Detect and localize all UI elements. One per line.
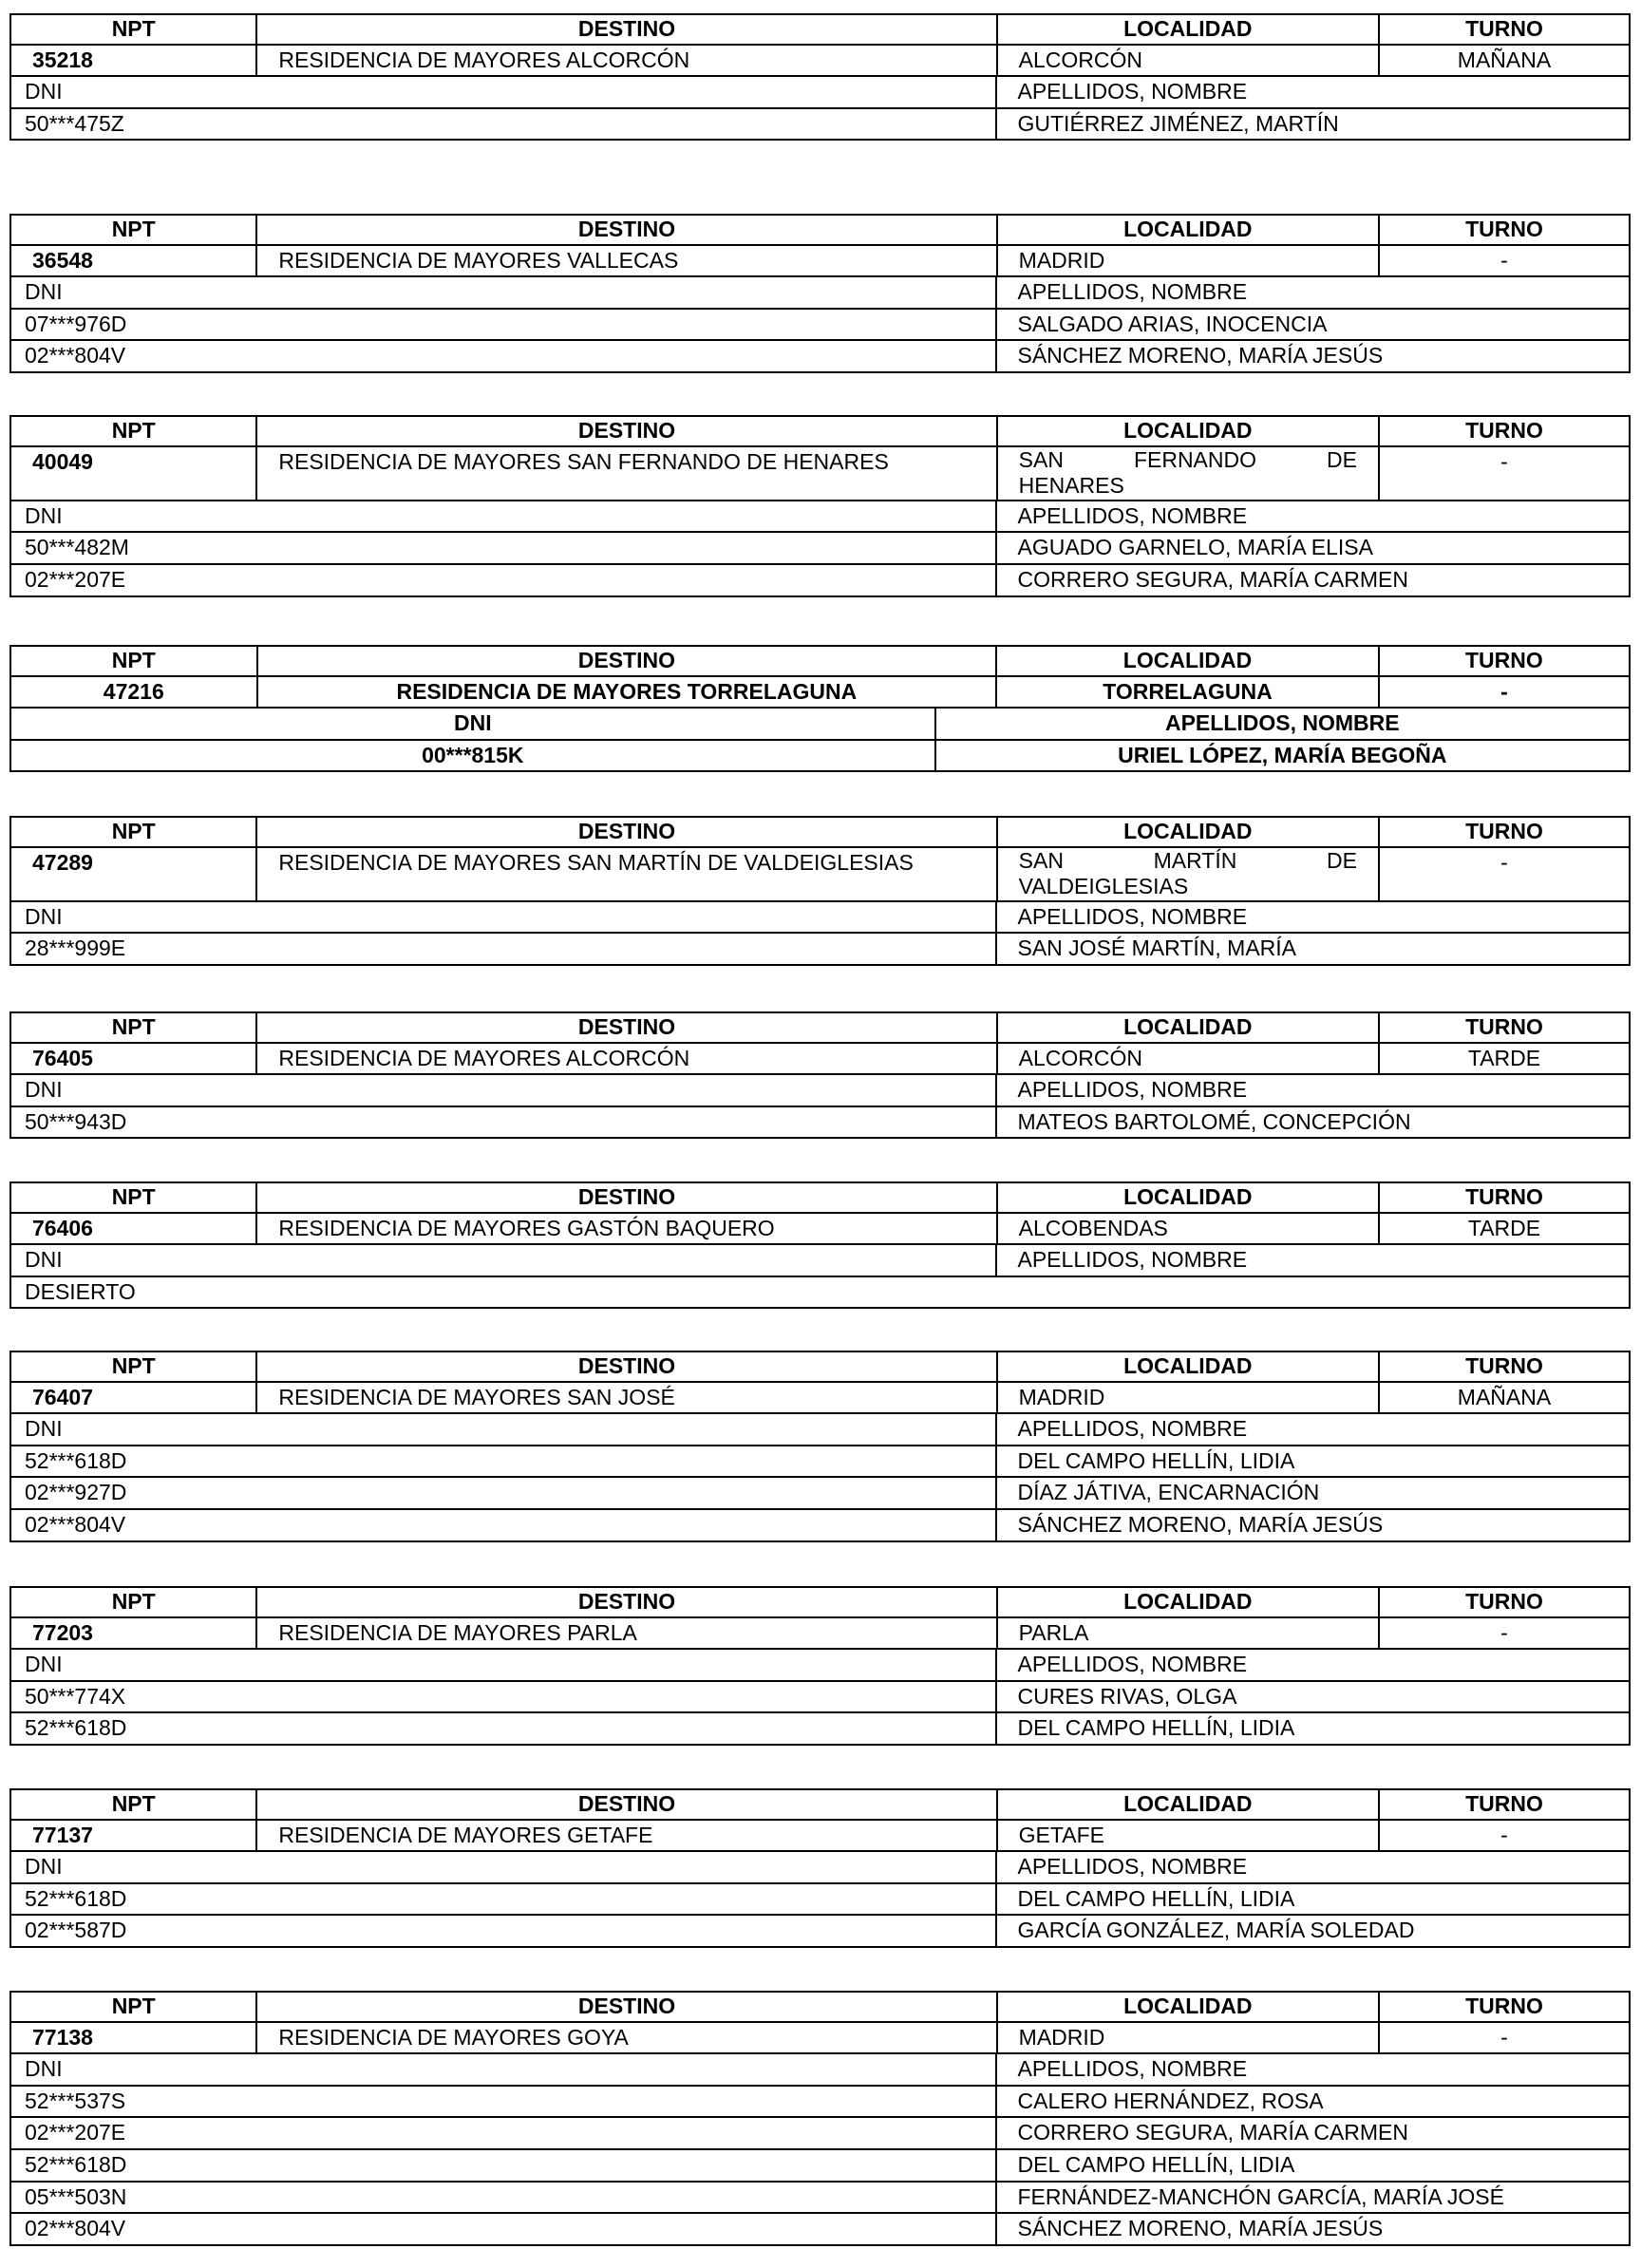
turno-value: - [1379, 446, 1630, 501]
npt-value: 77203 [10, 1617, 256, 1650]
assignment-block-35218 [9, 13, 1631, 141]
npt-header: NPT [10, 1789, 256, 1820]
nombre-value: GUTIÉRREZ JIMÉNEZ, MARTÍN [996, 108, 1631, 141]
assignment-block-76406 [9, 1181, 1631, 1309]
npt-value: 47216 [10, 676, 257, 709]
info-row [10, 45, 1630, 77]
person-row [10, 1106, 1630, 1139]
header-row [10, 646, 1630, 676]
apellidos-header: APELLIDOS, NOMBRE [996, 1244, 1631, 1276]
assignment-block-77203 [9, 1586, 1631, 1746]
npt-value: 77137 [10, 1820, 256, 1852]
localidad-header: LOCALIDAD [997, 215, 1379, 245]
nombre-value: DEL CAMPO HELLÍN, LIDIA [996, 1712, 1631, 1745]
turno-value: - [1379, 847, 1630, 901]
header-row [10, 817, 1630, 847]
turno-header: TURNO [1379, 817, 1630, 847]
destino-header: DESTINO [256, 14, 996, 45]
destino-value: RESIDENCIA DE MAYORES GETAFE [256, 1820, 996, 1852]
people-header-row [10, 76, 1630, 108]
destino-value: RESIDENCIA DE MAYORES PARLA [256, 1617, 996, 1650]
destino-header: DESTINO [256, 1789, 996, 1820]
turno-header: TURNO [1379, 646, 1630, 676]
localidad-line2: HENARES [1018, 473, 1124, 499]
destino-value: RESIDENCIA DE MAYORES SAN MARTÍN DE VALDEIGLESIAS [256, 847, 996, 901]
people-header-row [10, 1244, 1630, 1276]
destino-value: RESIDENCIA DE MAYORES GOYA [256, 2022, 996, 2054]
localidad-line1: SAN FERNANDO DE [1018, 446, 1357, 472]
assignment-block-36548 [9, 214, 1631, 373]
info-row [10, 1382, 1630, 1414]
npt-header: NPT [10, 215, 256, 245]
turno-header: TURNO [1379, 1789, 1630, 1820]
person-row [10, 1883, 1630, 1916]
nombre-value: URIEL LÓPEZ, MARÍA BEGOÑA [935, 740, 1630, 772]
person-row [10, 532, 1630, 564]
nombre-value: GARCÍA GONZÁLEZ, MARÍA SOLEDAD [996, 1915, 1631, 1947]
person-row [10, 1712, 1630, 1745]
npt-value: 76406 [10, 1213, 256, 1245]
assignment-table [9, 1788, 1631, 1948]
destino-value: RESIDENCIA DE MAYORES ALCORCÓN [256, 1043, 996, 1075]
header-row [10, 1789, 1630, 1820]
info-row [10, 676, 1630, 709]
assignment-table [9, 816, 1631, 966]
nombre-value: DÍAZ JÁTIVA, ENCARNACIÓN [996, 1477, 1631, 1509]
destino-value: RESIDENCIA DE MAYORES SAN JOSÉ [256, 1382, 996, 1414]
assignment-block-47216 [9, 645, 1631, 772]
people-header-row [10, 2053, 1630, 2086]
npt-value: 35218 [10, 45, 256, 77]
header-row [10, 416, 1630, 446]
localidad-header: LOCALIDAD [997, 1182, 1379, 1213]
header-row [10, 1587, 1630, 1617]
localidad-value: ALCOBENDAS [997, 1213, 1379, 1245]
turno-value: - [1379, 1617, 1630, 1650]
destino-value: RESIDENCIA DE MAYORES TORRELAGUNA [257, 676, 997, 709]
destino-header: DESTINO [256, 817, 996, 847]
dni-value: 02***587D [10, 1915, 996, 1947]
assignment-table [9, 13, 1631, 141]
destino-header: DESTINO [257, 646, 997, 676]
assignment-block-77137 [9, 1788, 1631, 1948]
npt-value: 76405 [10, 1043, 256, 1075]
person-row [10, 1446, 1630, 1478]
turno-header: TURNO [1379, 14, 1630, 45]
dni-value: 02***927D [10, 1477, 996, 1509]
info-row [10, 1820, 1630, 1852]
localidad-header: LOCALIDAD [997, 416, 1379, 446]
npt-header: NPT [10, 14, 256, 45]
npt-value: 40049 [10, 446, 256, 501]
dni-header: DNI [10, 1649, 996, 1681]
destino-value: RESIDENCIA DE MAYORES ALCORCÓN [256, 45, 996, 77]
turno-value: TARDE [1379, 1213, 1630, 1245]
nombre-value: SAN JOSÉ MARTÍN, MARÍA [996, 933, 1631, 965]
dni-value: 52***618D [10, 1883, 996, 1916]
person-row [10, 309, 1630, 341]
nombre-value: CURES RIVAS, OLGA [996, 1681, 1631, 1713]
person-row [10, 1509, 1630, 1541]
header-row [10, 1012, 1630, 1043]
nombre-value: FERNÁNDEZ-MANCHÓN GARCÍA, MARÍA JOSÉ [996, 2182, 1631, 2214]
info-row [10, 446, 1630, 501]
dni-value: 50***475Z [10, 108, 996, 141]
person-row [10, 564, 1630, 596]
destino-value: RESIDENCIA DE MAYORES VALLECAS [256, 245, 996, 277]
localidad-header: LOCALIDAD [997, 1351, 1379, 1382]
people-header-row [10, 276, 1630, 309]
assignment-table [9, 1586, 1631, 1746]
person-row [10, 740, 1630, 772]
dni-value: 52***618D [10, 2149, 996, 2182]
people-header-row [10, 501, 1630, 533]
destino-value: RESIDENCIA DE MAYORES SAN FERNANDO DE HENARES [256, 446, 996, 501]
nombre-value: CALERO HERNÁNDEZ, ROSA [996, 2086, 1631, 2118]
dni-value: 02***804V [10, 340, 996, 372]
npt-header: NPT [10, 817, 256, 847]
turno-header: TURNO [1379, 1351, 1630, 1382]
people-header-row [10, 1074, 1630, 1106]
apellidos-header: APELLIDOS, NOMBRE [996, 76, 1631, 108]
dni-value: 00***815K [10, 740, 935, 772]
npt-value: 36548 [10, 245, 256, 277]
localidad-header: LOCALIDAD [997, 1587, 1379, 1617]
turno-header: TURNO [1379, 1992, 1630, 2022]
person-row [10, 108, 1630, 141]
npt-header: NPT [10, 1351, 256, 1382]
localidad-value [997, 446, 1379, 501]
dni-header: DNI [10, 708, 935, 740]
nombre-value: SÁNCHEZ MORENO, MARÍA JESÚS [996, 2213, 1631, 2245]
person-row [10, 2117, 1630, 2149]
localidad-header: LOCALIDAD [996, 646, 1379, 676]
nombre-value: AGUADO GARNELO, MARÍA ELISA [996, 532, 1631, 564]
people-header-row [10, 1413, 1630, 1446]
destino-header: DESTINO [256, 1587, 996, 1617]
npt-value: 77138 [10, 2022, 256, 2054]
assignment-block-76405 [9, 1011, 1631, 1139]
turno-value: - [1379, 245, 1630, 277]
assignment-block-77138 [9, 1991, 1631, 2246]
dni-header: DNI [10, 1851, 996, 1883]
turno-value: - [1379, 1820, 1630, 1852]
turno-header: TURNO [1379, 416, 1630, 446]
turno-header: TURNO [1379, 1182, 1630, 1213]
npt-header: NPT [10, 1182, 256, 1213]
dni-header: DNI [10, 2053, 996, 2086]
dni-value: 50***774X [10, 1681, 996, 1713]
localidad-header: LOCALIDAD [997, 817, 1379, 847]
dni-value: 07***976D [10, 309, 996, 341]
nombre-value: DEL CAMPO HELLÍN, LIDIA [996, 1446, 1631, 1478]
npt-value: 76407 [10, 1382, 256, 1414]
assignment-table [9, 1011, 1631, 1139]
turno-value: MAÑANA [1379, 1382, 1630, 1414]
localidad-value: ALCORCÓN [997, 45, 1379, 77]
assignment-table [9, 1181, 1631, 1309]
header-row [10, 215, 1630, 245]
people-header-row [10, 1649, 1630, 1681]
localidad-value: MADRID [997, 245, 1379, 277]
localidad-line1: SAN MARTÍN DE [1018, 847, 1357, 873]
person-row [10, 2182, 1630, 2214]
header-row [10, 1992, 1630, 2022]
person-row [10, 1915, 1630, 1947]
localidad-value: TORRELAGUNA [996, 676, 1379, 709]
localidad-line2: VALDEIGLESIAS [1018, 874, 1189, 899]
localidad-value: MADRID [997, 1382, 1379, 1414]
turno-value: - [1379, 2022, 1630, 2054]
destino-header: DESTINO [256, 1012, 996, 1043]
person-row [10, 340, 1630, 372]
person-row [10, 2213, 1630, 2245]
dni-header: DNI [10, 901, 996, 934]
dni-value: 28***999E [10, 933, 996, 965]
people-header-row [10, 1851, 1630, 1883]
header-row [10, 14, 1630, 45]
assignment-block-47289 [9, 816, 1631, 966]
apellidos-header: APELLIDOS, NOMBRE [996, 1413, 1631, 1446]
dni-header: DNI [10, 1074, 996, 1106]
dni-value: 52***618D [10, 1712, 996, 1745]
npt-header: NPT [10, 1012, 256, 1043]
dni-value: 02***804V [10, 2213, 996, 2245]
header-row [10, 1182, 1630, 1213]
person-row [10, 933, 1630, 965]
dni-header: DNI [10, 76, 996, 108]
dni-header: DNI [10, 501, 996, 533]
person-row [10, 2149, 1630, 2182]
nombre-value: SÁNCHEZ MORENO, MARÍA JESÚS [996, 1509, 1631, 1541]
assignment-table [9, 645, 1631, 772]
apellidos-header: APELLIDOS, NOMBRE [996, 2053, 1631, 2086]
turno-header: TURNO [1379, 215, 1630, 245]
assignment-block-76407 [9, 1351, 1631, 1542]
localidad-value: GETAFE [997, 1820, 1379, 1852]
nombre-value: CORRERO SEGURA, MARÍA CARMEN [996, 2117, 1631, 2149]
nombre-value: SÁNCHEZ MORENO, MARÍA JESÚS [996, 340, 1631, 372]
localidad-value: MADRID [997, 2022, 1379, 2054]
turno-header: TURNO [1379, 1587, 1630, 1617]
dni-header: DNI [10, 1413, 996, 1446]
npt-value: 47289 [10, 847, 256, 901]
npt-header: NPT [10, 1587, 256, 1617]
person-row [10, 1276, 1630, 1309]
turno-value: TARDE [1379, 1043, 1630, 1075]
nombre-value: SALGADO ARIAS, INOCENCIA [996, 309, 1631, 341]
dni-value: 02***207E [10, 564, 996, 596]
people-header-row [10, 901, 1630, 934]
dni-value: 50***482M [10, 532, 996, 564]
nombre-value: MATEOS BARTOLOMÉ, CONCEPCIÓN [996, 1106, 1631, 1139]
destino-header: DESTINO [256, 416, 996, 446]
turno-value: MAÑANA [1379, 45, 1630, 77]
apellidos-header: APELLIDOS, NOMBRE [996, 901, 1631, 934]
turno-value: - [1379, 676, 1630, 709]
assignment-table [9, 1351, 1631, 1542]
destino-header: DESTINO [256, 215, 996, 245]
localidad-value [997, 847, 1379, 901]
nombre-value: DEL CAMPO HELLÍN, LIDIA [996, 2149, 1631, 2182]
apellidos-header: APELLIDOS, NOMBRE [996, 1851, 1631, 1883]
assignment-table [9, 1991, 1631, 2246]
localidad-header: LOCALIDAD [997, 1012, 1379, 1043]
localidad-header: LOCALIDAD [997, 1789, 1379, 1820]
assignment-table [9, 415, 1631, 597]
dni-value: 05***503N [10, 2182, 996, 2214]
turno-header: TURNO [1379, 1012, 1630, 1043]
people-header-row [10, 708, 1630, 740]
info-row [10, 245, 1630, 277]
npt-header: NPT [10, 416, 256, 446]
assignment-block-40049 [9, 415, 1631, 597]
dni-value: 02***804V [10, 1509, 996, 1541]
localidad-value: ALCORCÓN [997, 1043, 1379, 1075]
apellidos-header: APELLIDOS, NOMBRE [935, 708, 1630, 740]
assignment-table [9, 214, 1631, 373]
header-row [10, 1351, 1630, 1382]
person-row [10, 1681, 1630, 1713]
apellidos-header: APELLIDOS, NOMBRE [996, 501, 1631, 533]
destino-header: DESTINO [256, 1351, 996, 1382]
info-row [10, 2022, 1630, 2054]
info-row [10, 1213, 1630, 1245]
info-row [10, 1617, 1630, 1650]
destino-header: DESTINO [256, 1992, 996, 2022]
dni-value: 50***943D [10, 1106, 996, 1139]
dni-value: 52***618D [10, 1446, 996, 1478]
apellidos-header: APELLIDOS, NOMBRE [996, 276, 1631, 309]
nombre-value: CORRERO SEGURA, MARÍA CARMEN [996, 564, 1631, 596]
nombre-value: DEL CAMPO HELLÍN, LIDIA [996, 1883, 1631, 1916]
npt-header: NPT [10, 1992, 256, 2022]
localidad-value: PARLA [997, 1617, 1379, 1650]
apellidos-header: APELLIDOS, NOMBRE [996, 1649, 1631, 1681]
info-row [10, 847, 1630, 901]
dni-header: DNI [10, 276, 996, 309]
dni-header: DNI [10, 1244, 996, 1276]
info-row [10, 1043, 1630, 1075]
person-row [10, 1477, 1630, 1509]
destino-value: RESIDENCIA DE MAYORES GASTÓN BAQUERO [256, 1213, 996, 1245]
dni-value: 02***207E [10, 2117, 996, 2149]
dni-value: 52***537S [10, 2086, 996, 2118]
person-row [10, 2086, 1630, 2118]
npt-header: NPT [10, 646, 257, 676]
apellidos-header: APELLIDOS, NOMBRE [996, 1074, 1631, 1106]
desierto-value: DESIERTO [10, 1276, 1630, 1309]
localidad-header: LOCALIDAD [997, 14, 1379, 45]
destino-header: DESTINO [256, 1182, 996, 1213]
localidad-header: LOCALIDAD [997, 1992, 1379, 2022]
